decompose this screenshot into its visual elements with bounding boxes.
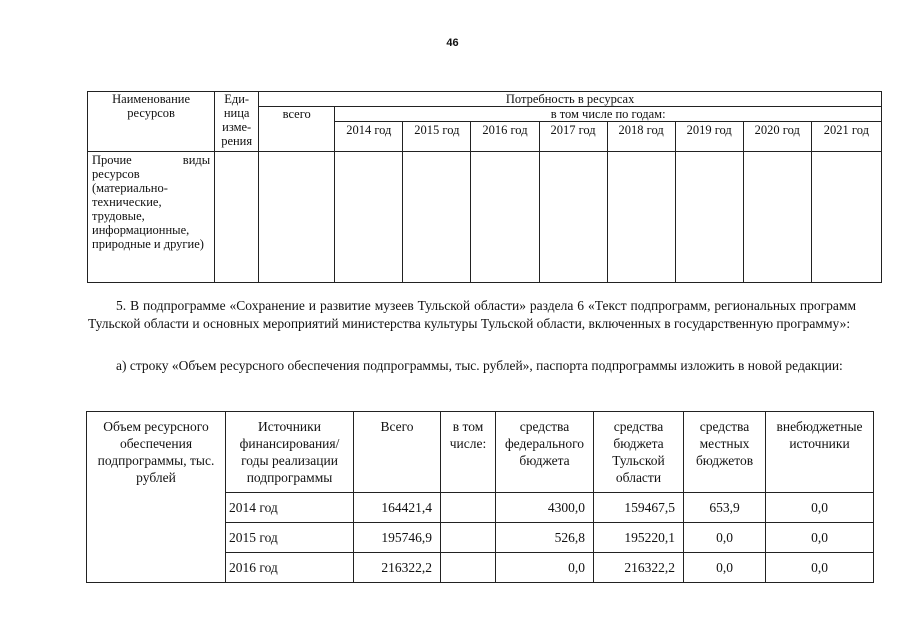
year-header: 2014 год — [335, 122, 403, 152]
paragraph-item-5: 5. В подпрограмме «Сохранение и развитие музеев Тульской области» раздела 6 «Текст подпрограмм, региональных программ Тульской области и основных мероприятий министерства культуры Тульской области, включенных в государственную программу»: — [88, 298, 856, 331]
year-header: 2015 год — [403, 122, 471, 152]
federal-cell: 4300,0 — [496, 493, 594, 523]
incl-cell — [441, 523, 496, 553]
header-sources: Источники финансирования/ годы реализации подпрограммы — [226, 412, 354, 493]
table-cell — [811, 152, 881, 283]
header-federal: средства федерального бюджета — [496, 412, 594, 493]
total-cell: 164421,4 — [354, 493, 441, 523]
regional-cell: 159467,5 — [594, 493, 684, 523]
header-total: Всего — [354, 412, 441, 493]
year-cell: 2014 год — [226, 493, 354, 523]
paragraph-subitem-a: а) строку «Объем ресурсного обеспечения подпрограммы, тыс. рублей», паспорта подпрограммы изложить в новой редакции: — [116, 358, 843, 373]
header-unit: Еди-ница изме-рения — [215, 92, 259, 152]
total-cell: 216322,2 — [354, 553, 441, 583]
table-cell — [335, 152, 403, 283]
table-cell — [215, 152, 259, 283]
resource-needs-table — [87, 91, 882, 283]
local-cell: 0,0 — [684, 523, 766, 553]
row-label-other-resources: Прочие виды ресурсов (материально-технические, трудовые, информационные, природные и другие) — [88, 152, 215, 283]
header-total: всего — [259, 107, 335, 152]
header-regional: средства бюджета Тульской области — [594, 412, 684, 493]
table-cell — [539, 152, 607, 283]
table-cell — [259, 152, 335, 283]
header-need: Потребность в ресурсах — [259, 92, 882, 107]
federal-cell: 0,0 — [496, 553, 594, 583]
incl-cell — [441, 553, 496, 583]
header-resource-name: Наименование ресурсов — [88, 92, 215, 152]
table-cell — [675, 152, 743, 283]
funding-label: Объем ресурсного обеспечения подпрограммы, тыс. рублей — [87, 412, 226, 583]
regional-cell: 195220,1 — [594, 523, 684, 553]
year-header: 2017 год — [539, 122, 607, 152]
year-header: 2019 год — [675, 122, 743, 152]
table-cell — [471, 152, 539, 283]
incl-cell — [441, 493, 496, 523]
table-cell — [607, 152, 675, 283]
year-header: 2021 год — [811, 122, 881, 152]
page-number: 46 — [446, 37, 459, 49]
header-extra: внебюджетные источники — [766, 412, 874, 493]
header-by-years: в том числе по годам: — [335, 107, 882, 122]
year-cell: 2016 год — [226, 553, 354, 583]
year-cell: 2015 год — [226, 523, 354, 553]
year-header: 2020 год — [743, 122, 811, 152]
extra-cell: 0,0 — [766, 523, 874, 553]
regional-cell: 216322,2 — [594, 553, 684, 583]
year-header: 2018 год — [607, 122, 675, 152]
local-cell: 0,0 — [684, 553, 766, 583]
year-header: 2016 год — [471, 122, 539, 152]
federal-cell: 526,8 — [496, 523, 594, 553]
table-cell — [403, 152, 471, 283]
total-cell: 195746,9 — [354, 523, 441, 553]
extra-cell: 0,0 — [766, 553, 874, 583]
header-local: средства местных бюджетов — [684, 412, 766, 493]
header-incl: в том числе: — [441, 412, 496, 493]
extra-cell: 0,0 — [766, 493, 874, 523]
table-cell — [743, 152, 811, 283]
funding-table — [86, 411, 874, 583]
local-cell: 653,9 — [684, 493, 766, 523]
